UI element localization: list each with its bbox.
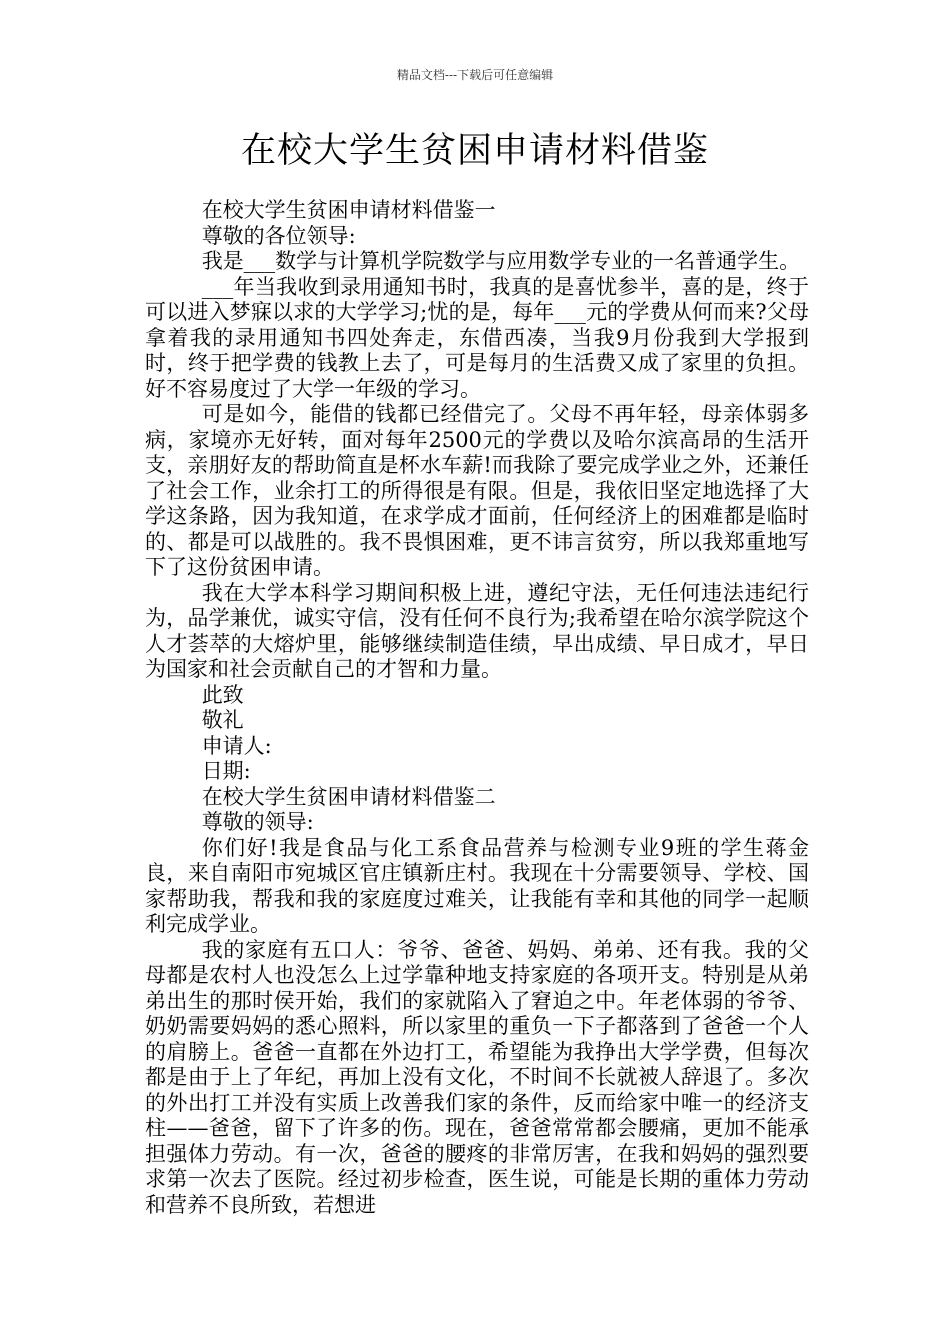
salutation-1: 尊敬的各位领导: — [201, 223, 356, 248]
date-line: 日期: — [201, 759, 251, 783]
header-note: 精品文档---下载后可任意编辑 — [396, 68, 554, 82]
closing-line: 此致 — [201, 682, 244, 707]
section-heading-1: 在校大学生贫困申请材料借鉴一 — [201, 198, 496, 222]
body-paragraph: 我在大学本科学习期间积极上进，遵纪守法，无任何违法违纪行为，品学兼优，诚实守信，没有任何不良行为;我希望在哈尔滨学院这个人才荟萃的大熔炉里，能够继续制造佳绩，早出成绩、早日成才，早日为国家和社会贡献自己的才智和力量。 — [145, 580, 809, 681]
closing-line: 敬礼 — [201, 708, 244, 732]
document-body — [145, 198, 809, 1218]
applicant-line: 申请人: — [201, 733, 272, 758]
body-paragraph: 我是___数学与计算机学院数学与应用数学专业的一名普通学生。 — [201, 249, 801, 273]
body-paragraph: ___年当我收到录用通知书时，我真的是喜忧参半，喜的是，终于可以进入梦寐以求的大学学习;忧的是，每年___元的学费从何而来?父母拿着我的录用通知书四处奔走，东借西凑，当我9月份我到大学报到时，终于把学费的钱教上去了，可是每月的生活费又成了家里的负担。好不容易度过了大学一年级的学习。 — [145, 274, 809, 401]
body-paragraph: 我的家庭有五口人：爷爷、爸爸、妈妈、弟弟、还有我。我的父母都是农村人也没怎么上过学靠种地支持家庭的各项开支。特别是从弟弟出生的那时侯开始，我们的家就陷入了窘迫之中。年老体弱的爷爷、奶奶需要妈妈的悉心照料，所以家里的重负一下子都落到了爸爸一个人的肩膀上。爸爸一直都在外边打工，希望能为我挣出大学学费，但每次都是由于上了年纪，再加上没有文化，不时间不长就被人辞退了。多次的外出打工并没有实质上改善我们家的条件，反而给家中唯一的经济支柱——爸爸，留下了许多的伤。现在，爸爸常常都会腰痛，更加不能承担强体力劳动。有一次，爸爸的腰疼的非常厉害，在我和妈妈的强烈要求第一次去了医院。经过初步检查，医生说，可能是长期的重体力劳动和营养不良所致，若想进 — [145, 937, 809, 1217]
salutation-2: 尊敬的领导: — [201, 810, 314, 834]
document-title: 在校大学生贫困申请材料借鉴 — [240, 131, 709, 171]
body-paragraph: 可是如今，能借的钱都已经借完了。父母不再年轻，母亲体弱多病，家境亦无好转，面对每年2500元的学费以及哈尔滨高昂的生活开支，亲朋好友的帮助简直是杯水车薪!而我除了要完成学业之外，还兼任了社会工作，业余打工的所得很是有限。但是，我依旧坚定地选择了大学这条路，因为我知道，在求学成才面前，任何经济上的困难都是临时的、都是可以战胜的。我不畏惧困难，更不讳言贫穷，所以我郑重地写下了这份贫困申请。 — [145, 402, 809, 579]
body-paragraph: 你们好!我是食品与化工系食品营养与检测专业9班的学生蒋金良，来自南阳市宛城区官庄镇新庄村。我现在十分需要领导、学校、国家帮助我，帮我和我的家庭度过难关，让我能有幸和其他的同学一起顺利完成学业。 — [145, 835, 809, 936]
section-heading-2: 在校大学生贫困申请材料借鉴二 — [201, 784, 496, 809]
